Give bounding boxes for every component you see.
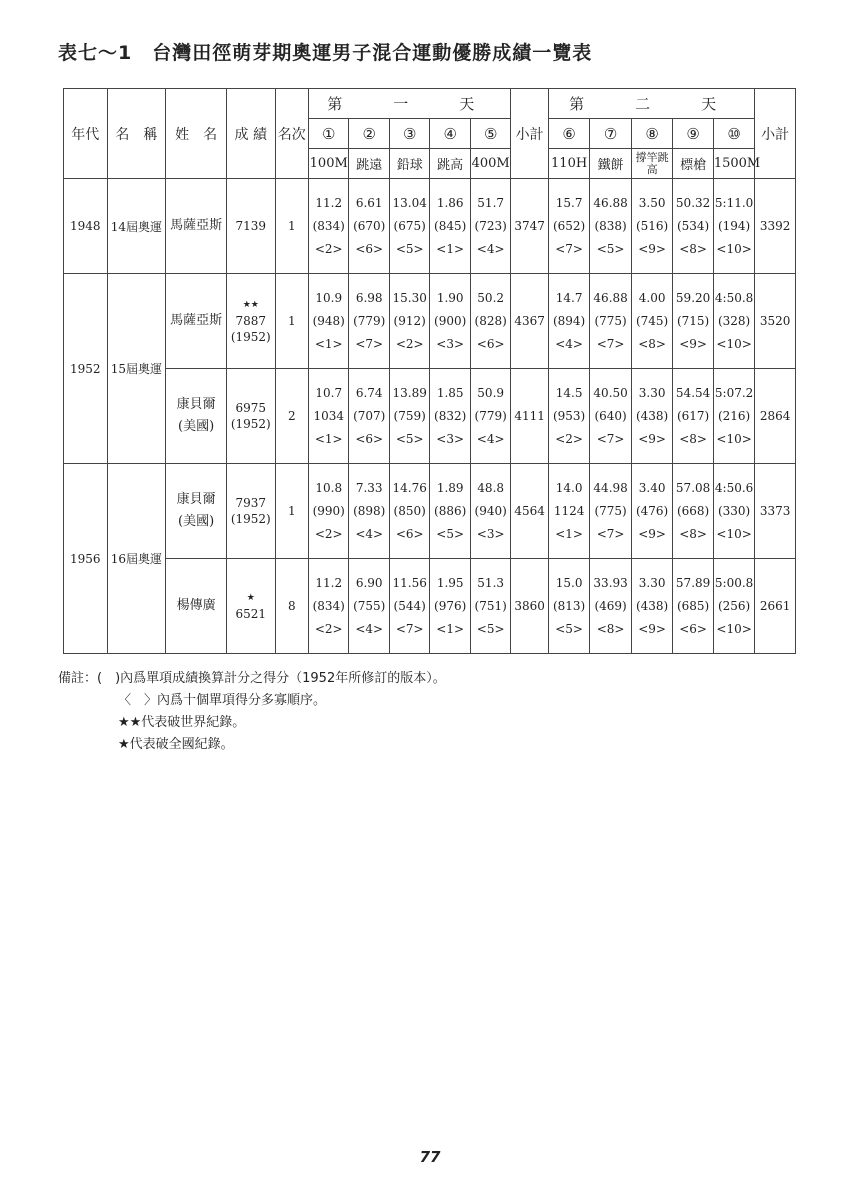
event-order: <8> xyxy=(679,526,707,541)
event-points: (850) xyxy=(393,503,426,518)
games-cell: 15屆奧運 xyxy=(107,274,166,464)
event-points: (668) xyxy=(676,503,710,518)
event-mark: 4:50.6 xyxy=(714,480,754,495)
event-name-7: 鐵餅 xyxy=(590,149,632,179)
event-result-cell xyxy=(673,274,713,369)
athlete-cell xyxy=(166,559,227,654)
event-result-cell xyxy=(713,274,755,369)
header-subtotal-1: 小計 xyxy=(511,89,548,179)
athlete-cell xyxy=(166,274,227,369)
event-result-cell xyxy=(349,464,389,559)
event-order: <1> xyxy=(314,336,343,351)
event-mark: 6.98 xyxy=(355,290,383,305)
page-number: 77 xyxy=(419,1148,441,1166)
event-result-cell xyxy=(470,274,510,369)
total-score: 6975 xyxy=(235,401,267,415)
event-mark: 4.00 xyxy=(638,290,666,305)
event-mark: 4:50.8 xyxy=(714,290,754,305)
event-order: <3> xyxy=(476,526,505,541)
event-points: 1124 xyxy=(553,503,585,518)
score-cell xyxy=(226,464,275,559)
event-order: <9> xyxy=(679,336,707,351)
event-order: <10> xyxy=(716,241,752,256)
event-name-8: 撐竿跳高 xyxy=(631,149,673,179)
event-result-cell xyxy=(590,179,632,274)
event-result-cell xyxy=(389,464,429,559)
event-order: <5> xyxy=(395,241,424,256)
event-result-cell xyxy=(548,369,590,464)
event-result-cell xyxy=(590,369,632,464)
event-points: (894) xyxy=(552,313,586,328)
event-points: (685) xyxy=(676,598,710,613)
event-order: <3> xyxy=(436,336,465,351)
event-number-1: ① xyxy=(308,119,348,149)
event-points: (216) xyxy=(717,408,751,423)
event-result-cell xyxy=(349,179,389,274)
event-points: (516) xyxy=(635,218,669,233)
event-order: <2> xyxy=(395,336,424,351)
event-mark: 14.76 xyxy=(392,480,427,495)
event-order: <10> xyxy=(716,431,752,446)
event-order: <2> xyxy=(314,241,343,256)
event-name-1: 100M xyxy=(308,149,348,179)
event-order: <6> xyxy=(476,336,505,351)
event-order: <5> xyxy=(555,621,583,636)
total-score: 6521 xyxy=(235,607,267,621)
event-mark: 14.5 xyxy=(555,385,583,400)
event-mark: 7.33 xyxy=(355,480,383,495)
event-points: (845) xyxy=(434,218,467,233)
event-order: <3> xyxy=(436,431,465,446)
event-name-3: 鉛球 xyxy=(389,149,429,179)
event-order: <1> xyxy=(314,431,343,446)
event-points: (834) xyxy=(312,598,345,613)
event-result-cell xyxy=(673,369,713,464)
rank-cell: 1 xyxy=(275,179,308,274)
note-1: 備註：( )內爲單項成績換算計分之得分（1952年所修訂的版本）。 xyxy=(58,671,446,686)
header-score: 成 績 xyxy=(226,89,275,179)
event-number-7: ⑦ xyxy=(590,119,632,149)
event-order: <2> xyxy=(314,526,343,541)
event-mark: 50.32 xyxy=(675,195,711,210)
event-result-cell xyxy=(470,369,510,464)
event-result-cell xyxy=(430,559,470,654)
event-points: (813) xyxy=(552,598,586,613)
event-result-cell xyxy=(631,559,673,654)
event-points: (898) xyxy=(353,503,386,518)
athlete-cell xyxy=(166,464,227,559)
event-mark: 33.93 xyxy=(593,575,628,590)
total-score: 7937 xyxy=(235,496,267,510)
event-points: (476) xyxy=(635,503,669,518)
event-mark: 5:07.2 xyxy=(714,385,754,400)
event-result-cell xyxy=(713,464,755,559)
event-result-cell xyxy=(631,369,673,464)
event-result-cell xyxy=(308,369,348,464)
event-result-cell xyxy=(308,559,348,654)
header-athlete: 姓 名 xyxy=(166,89,227,179)
event-mark: 15.30 xyxy=(392,290,427,305)
event-mark: 3.40 xyxy=(638,480,666,495)
subtotal-cell: 3747 xyxy=(511,179,548,274)
event-result-cell xyxy=(548,559,590,654)
athlete-name: 馬薩亞斯 xyxy=(170,218,223,233)
event-order: <5> xyxy=(596,241,625,256)
event-mark: 1.89 xyxy=(436,480,464,495)
event-points: (256) xyxy=(717,598,751,613)
athlete-cell xyxy=(166,369,227,464)
event-result-cell xyxy=(548,274,590,369)
score-version: (1952) xyxy=(230,512,271,526)
event-result-cell xyxy=(349,559,389,654)
event-points: (779) xyxy=(474,408,507,423)
subtotal-cell: 4367 xyxy=(511,274,548,369)
event-points: (534) xyxy=(676,218,710,233)
subtotal-cell: 3373 xyxy=(755,464,796,559)
score-cell xyxy=(226,369,275,464)
event-order: <7> xyxy=(395,621,424,636)
event-points: (828) xyxy=(474,313,507,328)
event-order: <4> xyxy=(355,526,384,541)
event-result-cell xyxy=(470,464,510,559)
event-result-cell xyxy=(389,274,429,369)
event-number-8: ⑧ xyxy=(631,119,673,149)
event-points: (707) xyxy=(353,408,386,423)
event-mark: 44.98 xyxy=(593,480,628,495)
event-mark: 57.89 xyxy=(675,575,711,590)
table-row xyxy=(64,369,796,464)
event-mark: 1.86 xyxy=(436,195,464,210)
event-mark: 11.2 xyxy=(315,575,343,590)
event-points: (469) xyxy=(594,598,627,613)
event-points: (940) xyxy=(474,503,507,518)
subtotal-cell: 3860 xyxy=(511,559,548,654)
event-points: 1034 xyxy=(313,408,344,423)
event-order: <6> xyxy=(355,431,384,446)
event-points: (976) xyxy=(434,598,467,613)
event-name-9: 標槍 xyxy=(673,149,713,179)
event-order: <5> xyxy=(476,621,505,636)
score-version: (1952) xyxy=(230,330,271,344)
event-number-5: ⑤ xyxy=(470,119,510,149)
subtotal-cell: 3392 xyxy=(755,179,796,274)
event-order: <7> xyxy=(596,431,625,446)
event-order: <8> xyxy=(679,241,707,256)
header-year: 年代 xyxy=(64,89,108,179)
event-result-cell xyxy=(548,464,590,559)
event-result-cell xyxy=(590,559,632,654)
rank-cell: 1 xyxy=(275,274,308,369)
event-points: (640) xyxy=(594,408,627,423)
event-result-cell xyxy=(713,179,755,274)
event-result-cell xyxy=(631,464,673,559)
event-result-cell xyxy=(548,179,590,274)
event-result-cell xyxy=(389,369,429,464)
event-result-cell xyxy=(631,274,673,369)
table-row xyxy=(64,274,796,369)
games-cell: 14屆奧運 xyxy=(107,179,166,274)
record-stars: ★ xyxy=(246,593,255,603)
event-order: <2> xyxy=(314,621,343,636)
event-mark: 1.85 xyxy=(436,385,464,400)
event-points: (912) xyxy=(393,313,426,328)
event-points: (759) xyxy=(393,408,426,423)
athlete-name: 康貝爾 xyxy=(176,492,216,507)
event-number-3: ③ xyxy=(389,119,429,149)
event-order: <1> xyxy=(555,526,583,541)
event-mark: 40.50 xyxy=(593,385,628,400)
event-mark: 13.89 xyxy=(392,385,427,400)
event-result-cell xyxy=(430,274,470,369)
rank-cell: 2 xyxy=(275,369,308,464)
event-mark: 1.90 xyxy=(436,290,464,305)
event-name-2: 跳遠 xyxy=(349,149,389,179)
athlete-name: 康貝爾 xyxy=(176,397,216,412)
event-mark: 3.50 xyxy=(638,195,666,210)
event-points: (617) xyxy=(676,408,710,423)
table-row xyxy=(64,464,796,559)
event-order: <7> xyxy=(555,241,583,256)
athlete-cell xyxy=(166,179,227,274)
event-points: (990) xyxy=(312,503,345,518)
event-mark: 46.88 xyxy=(593,195,628,210)
subtotal-cell: 4564 xyxy=(511,464,548,559)
event-mark: 14.7 xyxy=(555,290,583,305)
event-order: <9> xyxy=(638,526,666,541)
event-points: (745) xyxy=(635,313,669,328)
event-result-cell xyxy=(590,274,632,369)
event-order: <10> xyxy=(716,621,752,636)
table-row xyxy=(64,179,796,274)
score-cell xyxy=(226,179,275,274)
event-points: (832) xyxy=(434,408,467,423)
event-mark: 50.9 xyxy=(477,385,505,400)
event-name-6: 110H xyxy=(548,149,590,179)
athlete-name: 馬薩亞斯 xyxy=(170,313,223,328)
event-number-4: ④ xyxy=(430,119,470,149)
event-result-cell xyxy=(308,464,348,559)
event-mark: 14.0 xyxy=(555,480,583,495)
event-result-cell xyxy=(308,179,348,274)
event-name-5: 400M xyxy=(470,149,510,179)
event-mark: 6.61 xyxy=(355,195,383,210)
event-result-cell xyxy=(590,464,632,559)
score-cell xyxy=(226,274,275,369)
rank-cell: 1 xyxy=(275,464,308,559)
event-points: (438) xyxy=(635,598,669,613)
event-order: <4> xyxy=(355,621,384,636)
event-mark: 10.7 xyxy=(315,385,343,400)
event-points: (652) xyxy=(552,218,586,233)
event-mark: 3.30 xyxy=(638,385,666,400)
subtotal-cell: 3520 xyxy=(755,274,796,369)
event-result-cell xyxy=(673,179,713,274)
event-order: <8> xyxy=(679,431,707,446)
event-points: (755) xyxy=(353,598,386,613)
event-mark: 59.20 xyxy=(675,290,711,305)
event-order: <7> xyxy=(596,336,625,351)
subtotal-cell: 4111 xyxy=(511,369,548,464)
event-result-cell xyxy=(470,559,510,654)
header-rank: 名次 xyxy=(275,89,308,179)
event-mark: 15.0 xyxy=(555,575,583,590)
event-mark: 6.74 xyxy=(355,385,383,400)
total-score: 7887 xyxy=(235,314,267,328)
event-points: (838) xyxy=(594,218,627,233)
athlete-name: 楊傳廣 xyxy=(176,598,216,613)
event-order: <4> xyxy=(476,431,505,446)
event-result-cell xyxy=(430,369,470,464)
event-mark: 3.30 xyxy=(638,575,666,590)
year-cell: 1956 xyxy=(64,464,108,654)
table-row xyxy=(64,559,796,654)
score-cell xyxy=(226,559,275,654)
event-mark: 5:00.8 xyxy=(714,575,754,590)
table-title: 表七～1 台灣田徑萌芽期奧運男子混合運動優勝成績一覽表 xyxy=(58,42,593,64)
athlete-country: (美國) xyxy=(178,419,215,434)
event-order: <6> xyxy=(355,241,384,256)
note-3: ★★代表破世界紀錄。 xyxy=(118,715,246,730)
event-result-cell xyxy=(673,559,713,654)
record-stars: ★★ xyxy=(242,300,259,310)
score-version: (1952) xyxy=(230,417,271,431)
event-mark: 10.9 xyxy=(315,290,343,305)
header-name: 名 稱 xyxy=(107,89,166,179)
event-result-cell xyxy=(430,464,470,559)
event-mark: 48.8 xyxy=(477,480,505,495)
event-order: <8> xyxy=(638,336,666,351)
event-points: (779) xyxy=(353,313,386,328)
event-mark: 54.54 xyxy=(675,385,711,400)
header-day2: 第 二 天 xyxy=(548,89,754,119)
event-number-9: ⑨ xyxy=(673,119,713,149)
event-result-cell xyxy=(389,559,429,654)
event-points: (328) xyxy=(717,313,751,328)
event-mark: 50.2 xyxy=(477,290,505,305)
event-order: <1> xyxy=(436,241,465,256)
event-points: (330) xyxy=(717,503,751,518)
event-result-cell xyxy=(673,464,713,559)
event-mark: 6.90 xyxy=(355,575,383,590)
event-order: <9> xyxy=(638,431,666,446)
event-points: (715) xyxy=(676,313,710,328)
event-points: (723) xyxy=(474,218,507,233)
subtotal-cell: 2864 xyxy=(755,369,796,464)
rank-cell: 8 xyxy=(275,559,308,654)
event-points: (751) xyxy=(474,598,507,613)
event-result-cell xyxy=(349,369,389,464)
athlete-country: (美國) xyxy=(178,514,215,529)
event-points: (900) xyxy=(434,313,467,328)
event-number-2: ② xyxy=(349,119,389,149)
event-mark: 51.3 xyxy=(477,575,505,590)
event-points: (775) xyxy=(594,503,627,518)
event-points: (775) xyxy=(594,313,627,328)
games-cell: 16屆奧運 xyxy=(107,464,166,654)
event-points: (438) xyxy=(635,408,669,423)
event-order: <4> xyxy=(476,241,505,256)
event-points: (670) xyxy=(353,218,386,233)
event-mark: 51.7 xyxy=(477,195,505,210)
event-name-4: 跳高 xyxy=(430,149,470,179)
event-number-10: ⑩ xyxy=(713,119,755,149)
event-points: (834) xyxy=(312,218,345,233)
event-order: <5> xyxy=(436,526,465,541)
event-result-cell xyxy=(470,179,510,274)
event-mark: 46.88 xyxy=(593,290,628,305)
event-mark: 11.56 xyxy=(392,575,427,590)
event-order: <1> xyxy=(436,621,465,636)
event-points: (886) xyxy=(434,503,467,518)
year-cell: 1952 xyxy=(64,274,108,464)
event-mark: 5:11.0 xyxy=(714,195,754,210)
event-mark: 11.2 xyxy=(315,195,343,210)
event-result-cell xyxy=(713,369,755,464)
subtotal-cell: 2661 xyxy=(755,559,796,654)
event-points: (948) xyxy=(312,313,345,328)
note-4: ★代表破全國紀錄。 xyxy=(118,737,234,752)
event-order: <4> xyxy=(555,336,583,351)
event-mark: 10.8 xyxy=(315,480,343,495)
event-order: <8> xyxy=(596,621,625,636)
event-points: (194) xyxy=(717,218,751,233)
event-result-cell xyxy=(349,274,389,369)
header-day1: 第 一 天 xyxy=(308,89,510,119)
year-cell: 1948 xyxy=(64,179,108,274)
event-name-10: 1500M xyxy=(713,149,755,179)
event-order: <9> xyxy=(638,621,666,636)
event-mark: 15.7 xyxy=(555,195,583,210)
event-order: <10> xyxy=(716,526,752,541)
event-order: <6> xyxy=(679,621,707,636)
event-points: (675) xyxy=(393,218,426,233)
event-result-cell xyxy=(713,559,755,654)
event-points: (544) xyxy=(393,598,426,613)
event-mark: 1.95 xyxy=(436,575,464,590)
event-order: <7> xyxy=(355,336,384,351)
note-2: 〈 〉內爲十個單項得分多寡順序。 xyxy=(118,693,327,708)
event-order: <7> xyxy=(596,526,625,541)
event-number-6: ⑥ xyxy=(548,119,590,149)
total-score: 7139 xyxy=(235,219,267,233)
event-result-cell xyxy=(308,274,348,369)
event-order: <6> xyxy=(395,526,424,541)
results-table xyxy=(63,88,796,654)
event-points: (953) xyxy=(552,408,586,423)
notes xyxy=(58,668,446,756)
event-order: <2> xyxy=(555,431,583,446)
event-mark: 13.04 xyxy=(392,195,427,210)
event-result-cell xyxy=(631,179,673,274)
event-mark: 57.08 xyxy=(675,480,711,495)
header-subtotal-2: 小計 xyxy=(755,89,796,179)
event-result-cell xyxy=(430,179,470,274)
event-order: <9> xyxy=(638,241,666,256)
event-order: <10> xyxy=(716,336,752,351)
event-order: <5> xyxy=(395,431,424,446)
event-result-cell xyxy=(389,179,429,274)
